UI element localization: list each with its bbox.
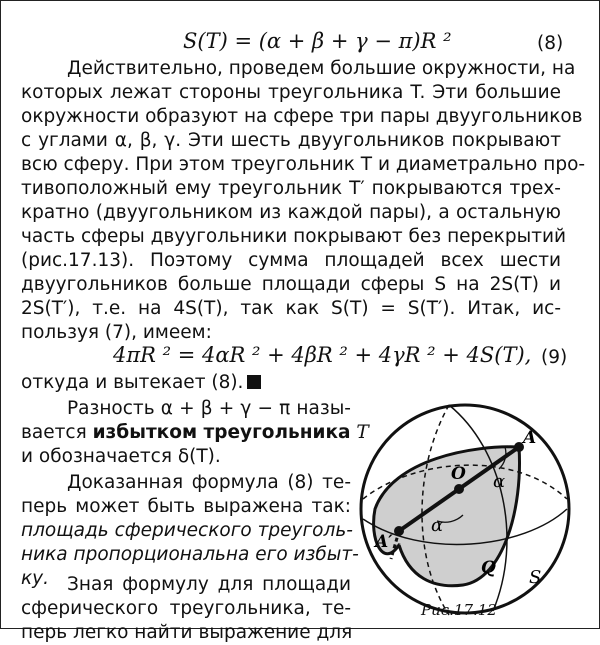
label-A-prime: A′	[375, 532, 393, 552]
qed-square-icon	[247, 375, 261, 389]
label-Q: Q	[481, 558, 496, 578]
label-alpha-top: α	[493, 471, 506, 492]
paragraph-line: 2S(T′), т.е. на 4S(T), так как S(T) = S(T′). Итак, ис-	[21, 298, 561, 319]
formula-line-2: перь может быть выражена так:	[21, 496, 351, 517]
sphere-figure	[353, 389, 593, 629]
paragraph-line: тивоположный ему треугольник T′ покрываются трех-	[21, 178, 561, 199]
equation-8-number: (8)	[537, 33, 564, 54]
conclusion-text: откуда и вытекает (8).	[21, 372, 244, 393]
figure-caption: Рис.17.12	[421, 601, 497, 619]
paragraph-line: кратно (двуугольником из каждой пары), а остальную	[21, 202, 561, 223]
paragraph-line: всю сферу. При этом треугольник T и диаметрально про-	[21, 154, 586, 175]
equation-8: S(T) = (α + β + γ − π)R ²	[183, 29, 452, 53]
label-S: S	[529, 567, 542, 588]
excess-line-3: и обозначается δ(T).	[21, 446, 221, 467]
theorem-line: площадь сферического треуголь-	[21, 520, 353, 541]
label-O: O	[451, 464, 466, 484]
paragraph-line: Действительно, проведем большие окружности, на	[67, 58, 576, 79]
paragraph-line: окружности образуют на сфере три пары двуугольников	[21, 106, 583, 127]
paragraph-line: часть сферы двуугольники покрывают без перекрытий	[21, 226, 567, 247]
paragraph-line: Зная формулу для площади	[67, 574, 351, 595]
excess-term: избытком треугольника	[92, 422, 351, 443]
excess-symbol: T	[350, 422, 369, 443]
equation-9: 4πR ² = 4αR ² + 4βR ² + 4γR ² + 4S(T),	[113, 343, 532, 367]
paragraph-line: которых лежат стороны треугольника T. Эти большие	[21, 82, 561, 103]
excess-text: вается	[21, 422, 93, 443]
label-A: A	[523, 428, 537, 448]
excess-line-1: Разность α + β + γ − π назы-	[67, 398, 351, 419]
paragraph-line: перь легко найти выражение для	[21, 622, 353, 643]
theorem-line: ника пропорциональна его избыт-	[21, 544, 359, 565]
equation-9-number: (9)	[541, 347, 568, 368]
paragraph-line: двуугольников больше площади сферы S на 2S(T) и	[21, 274, 561, 295]
theorem-line: ку.	[21, 568, 50, 589]
paragraph-line: (рис.17.13). Поэтому сумма площадей всех шести	[21, 250, 561, 271]
point-O	[454, 484, 464, 494]
paragraph-line: пользуя (7), имеем:	[21, 322, 212, 343]
point-A-prime	[394, 526, 404, 536]
label-alpha-center: α	[431, 515, 444, 536]
paragraph-line: с углами α, β, γ. Эти шесть двуугольников покрывают	[21, 130, 561, 151]
paragraph-line: сферического треугольника, те-	[21, 598, 351, 619]
excess-line-2	[21, 421, 369, 445]
formula-line-1: Доказанная формула (8) те-	[67, 472, 351, 493]
